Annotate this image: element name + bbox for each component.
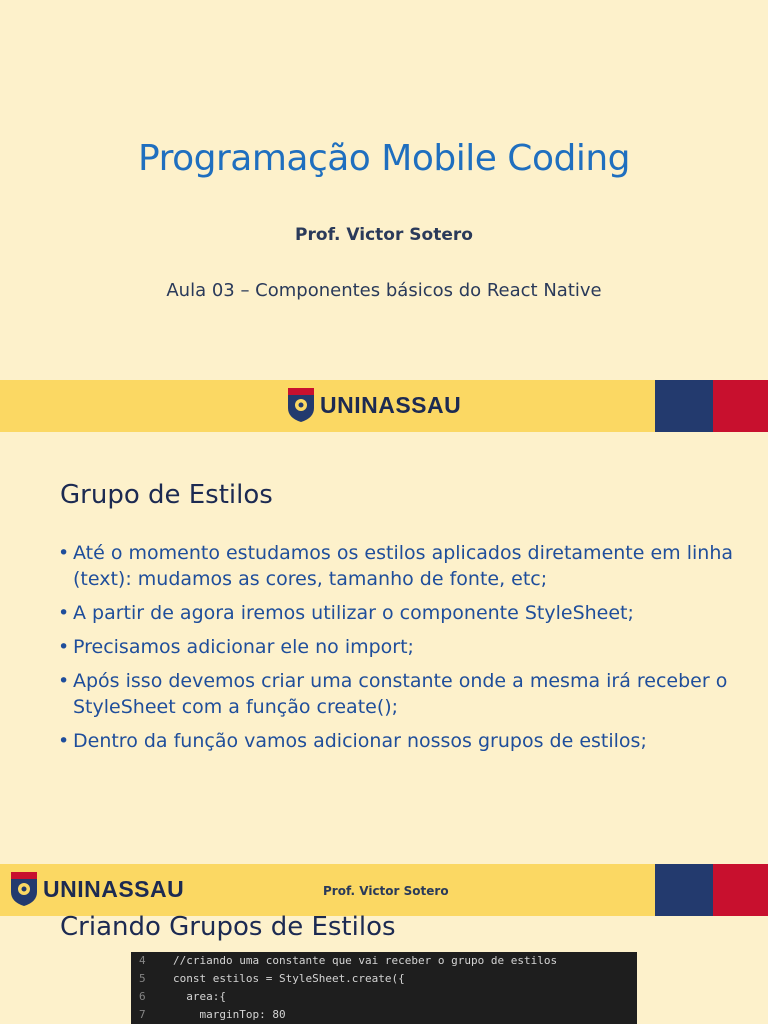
bullet-item: • Após isso devemos criar uma constante onde a mesma irá receber o StyleSheet com a função create(); xyxy=(58,668,738,720)
code-editor xyxy=(131,952,637,1024)
header-band xyxy=(0,864,768,916)
bullet-item: • Precisamos adicionar ele no import; xyxy=(58,634,738,660)
navy-block xyxy=(655,864,713,916)
line-number: 6 xyxy=(139,990,146,1003)
footer-band xyxy=(0,380,768,432)
code-text: //criando uma constante que vai receber o grupo de estilos xyxy=(173,954,558,967)
shield-icon xyxy=(288,388,314,422)
red-block xyxy=(713,864,768,916)
shield-icon xyxy=(11,872,37,906)
bullet-list xyxy=(58,540,738,762)
logo-text: UNINASSAU xyxy=(43,875,185,902)
code-line xyxy=(131,952,637,970)
bullet-item: • Dentro da função vamos adicionar nossos grupos de estilos; xyxy=(58,728,738,754)
code-text: marginTop: 80 xyxy=(173,1008,286,1021)
red-block xyxy=(713,380,768,432)
uninassau-logo xyxy=(11,872,184,906)
slide-title xyxy=(0,0,768,432)
line-number: 7 xyxy=(139,1008,146,1021)
logo-text: UNINASSAU xyxy=(320,391,462,418)
slide-criando-grupos xyxy=(0,864,768,1024)
bullet-item: • A partir de agora iremos utilizar o componente StyleSheet; xyxy=(58,600,738,626)
footer-professor: Prof. Victor Sotero xyxy=(323,884,449,898)
bullet-item: • Até o momento estudamos os estilos aplicados diretamente em linha (text): mudamos as cores, tamanho de fonte, etc; xyxy=(58,540,738,592)
code-text: area:{ xyxy=(173,990,226,1003)
professor-name: Prof. Victor Sotero xyxy=(295,225,473,245)
presentation-title: Programação Mobile Coding xyxy=(138,138,630,179)
slide-heading: Grupo de Estilos xyxy=(60,480,273,510)
code-line xyxy=(131,970,637,988)
line-number: 5 xyxy=(139,972,146,985)
slide-heading: Criando Grupos de Estilos xyxy=(60,912,396,942)
slide-grupo-estilos xyxy=(0,432,768,864)
code-line xyxy=(131,1006,637,1024)
navy-block xyxy=(655,380,713,432)
line-number: 4 xyxy=(139,954,146,967)
code-text: const estilos = StyleSheet.create({ xyxy=(173,972,405,985)
uninassau-logo xyxy=(288,388,461,422)
code-line xyxy=(131,988,637,1006)
lesson-subtitle: Aula 03 – Componentes básicos do React Native xyxy=(166,280,602,301)
